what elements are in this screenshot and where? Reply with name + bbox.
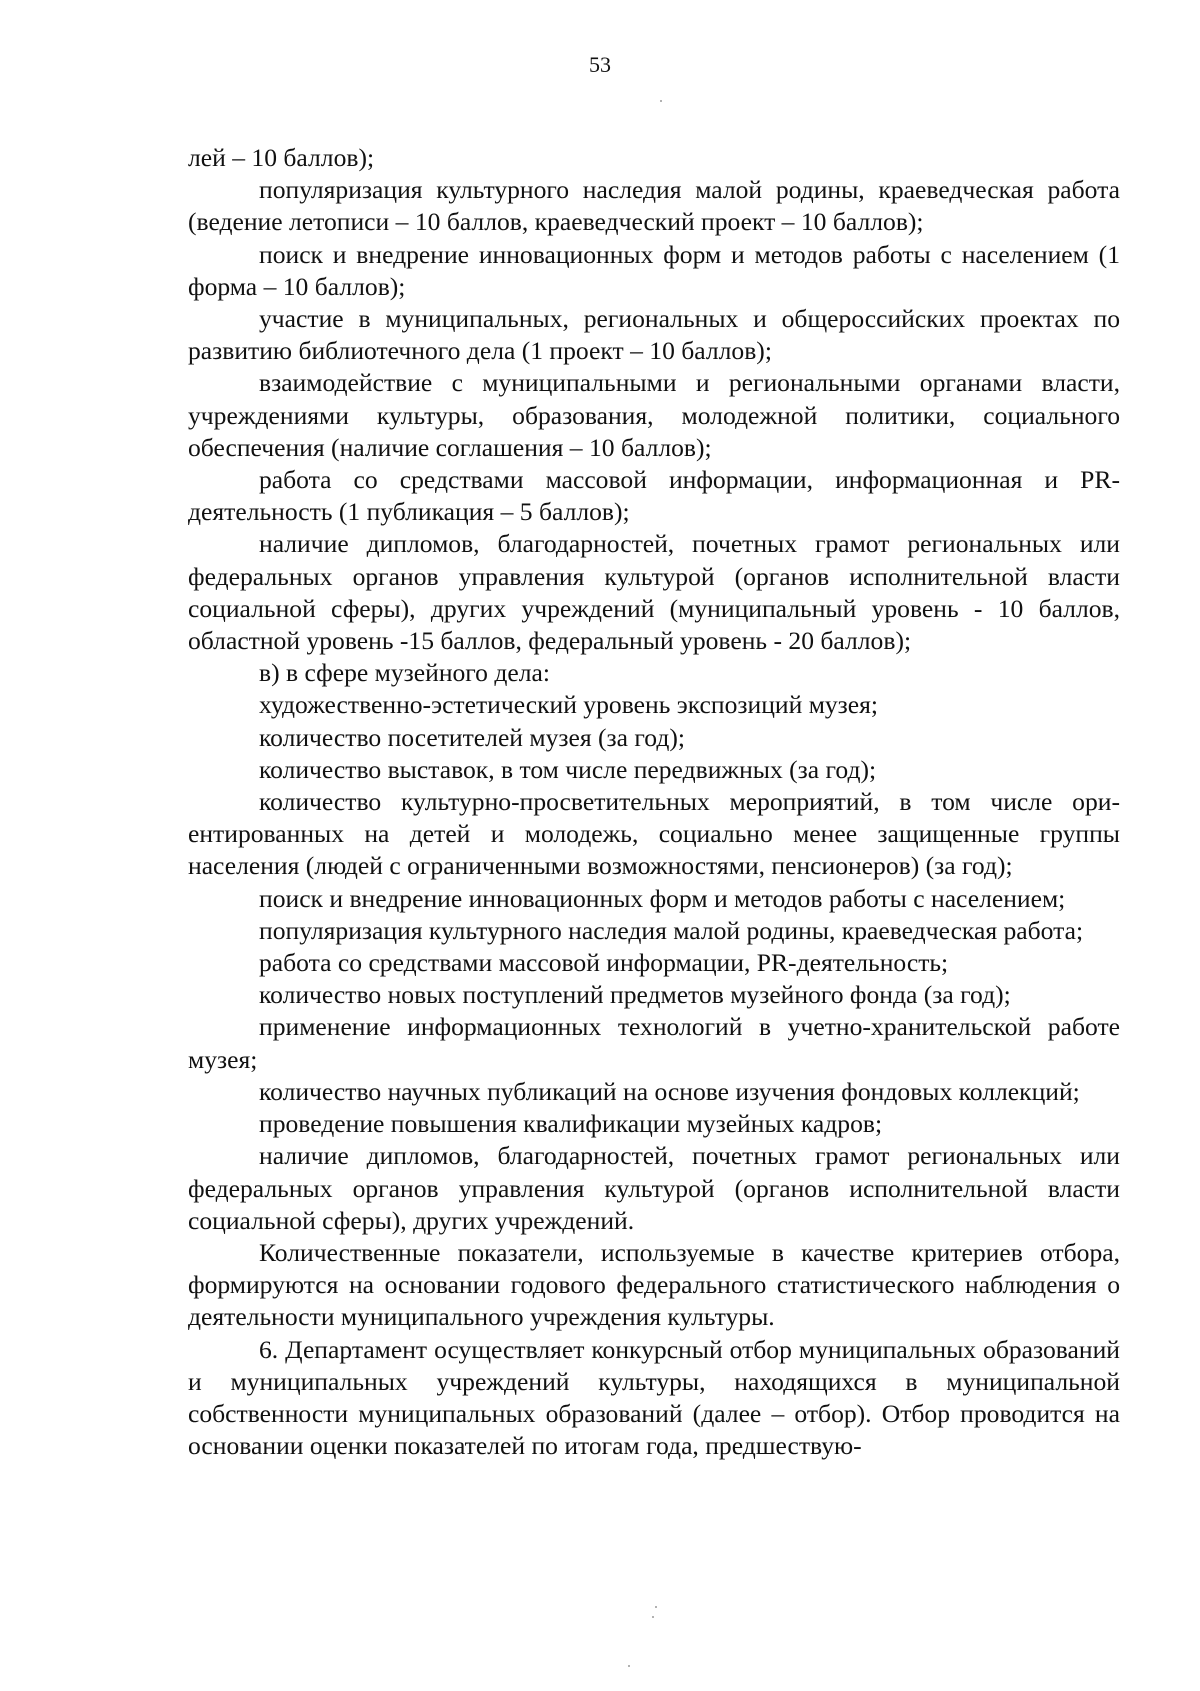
paragraph-22: 6. Департамент осуществляет конкурсный отбор муниципальных образований и муниципальных учреждений культуры, находящихся в муниципальной собственности муниципальных образований (далее – отбор). Отбор проводится на основании оценки показателей по итогам года, предшествую-: [188, 1334, 1120, 1461]
paragraph-18: количество научных публикаций на основе изучения фондовых коллекций;: [259, 1076, 1080, 1106]
paragraph-5: взаимодействие с муниципальными и региональными органами власти, учреждениями культуры, образования, молодежной политики, социального обеспечения (наличие соглашения – 10 баллов);: [188, 368, 1120, 462]
paragraph-7: наличие дипломов, благодарностей, почетных грамот региональных или федеральных органов управления культурой (органов исполнительной власти социальной сферы), других учреждений (муниципальный уровень - 10 баллов, областной уровень -15 баллов, федеральный уровень - 20 баллов);: [188, 529, 1120, 656]
paragraph-17: применение информационных технологий в учетно-хранительской работе музея;: [188, 1012, 1120, 1074]
paragraph-21: Количественные показатели, используемые в качестве критериев отбора, формируются на основании годового федерального статистического наблюдения о деятельности муниципального учреждения культуры.: [188, 1237, 1120, 1332]
document-body: [188, 142, 1120, 1462]
scan-speck: [652, 1616, 654, 1618]
paragraph-15: работа со средствами массовой информации, PR-деятельность;: [259, 948, 949, 978]
paragraph-13: поиск и внедрение инновационных форм и методов работы с населением;: [259, 883, 1066, 913]
paragraph-11: количество выставок, в том числе передвижных (за год);: [259, 754, 877, 784]
paragraph-14: популяризация культурного наследия малой родины, краеведческая работа;: [259, 915, 1084, 945]
paragraph-16: количество новых поступлений предметов музейного фонда (за год);: [259, 980, 1011, 1010]
paragraph-12: количество культурно-просветительных мероприятий, в том числе ориентированных на детей и молодежь, социально менее защищенные группы населения (людей с ограниченными возможностями, пенсионеров) (за год);: [188, 787, 1120, 881]
paragraph-3: поиск и внедрение инновационных форм и методов работы с населением (1 форма – 10 баллов);: [188, 239, 1120, 301]
paragraph-9: художественно-эстетический уровень экспозиций музея;: [259, 690, 879, 720]
paragraph-19: проведение повышения квалификации музейных кадров;: [259, 1109, 883, 1139]
scan-speck: [655, 1606, 657, 1608]
paragraph-4: участие в муниципальных, региональных и общероссийских проектах по развитию библиотечного дела (1 проект – 10 баллов);: [188, 304, 1120, 366]
paragraph-8: в) в сфере музейного дела:: [259, 658, 550, 688]
paragraph-2: популяризация культурного наследия малой родины, краеведческая работа (ведение летописи – 10 баллов, краеведческий проект – 10 баллов);: [188, 175, 1120, 237]
paragraph-1: лей – 10 баллов);: [188, 143, 375, 172]
paragraph-20: наличие дипломов, благодарностей, почетных грамот региональных или федеральных органов управления культурой (органов исполнительной власти социальной сферы), других учреждений.: [188, 1141, 1120, 1235]
scan-speck: [628, 1665, 630, 1667]
scan-speck: [660, 100, 662, 102]
paragraph-6: работа со средствами массовой информации, информационная и PR-деятельность (1 публикация – 5 баллов);: [188, 465, 1120, 527]
paragraph-10: количество посетителей музея (за год);: [259, 722, 685, 752]
page-number: 53: [589, 52, 611, 77]
